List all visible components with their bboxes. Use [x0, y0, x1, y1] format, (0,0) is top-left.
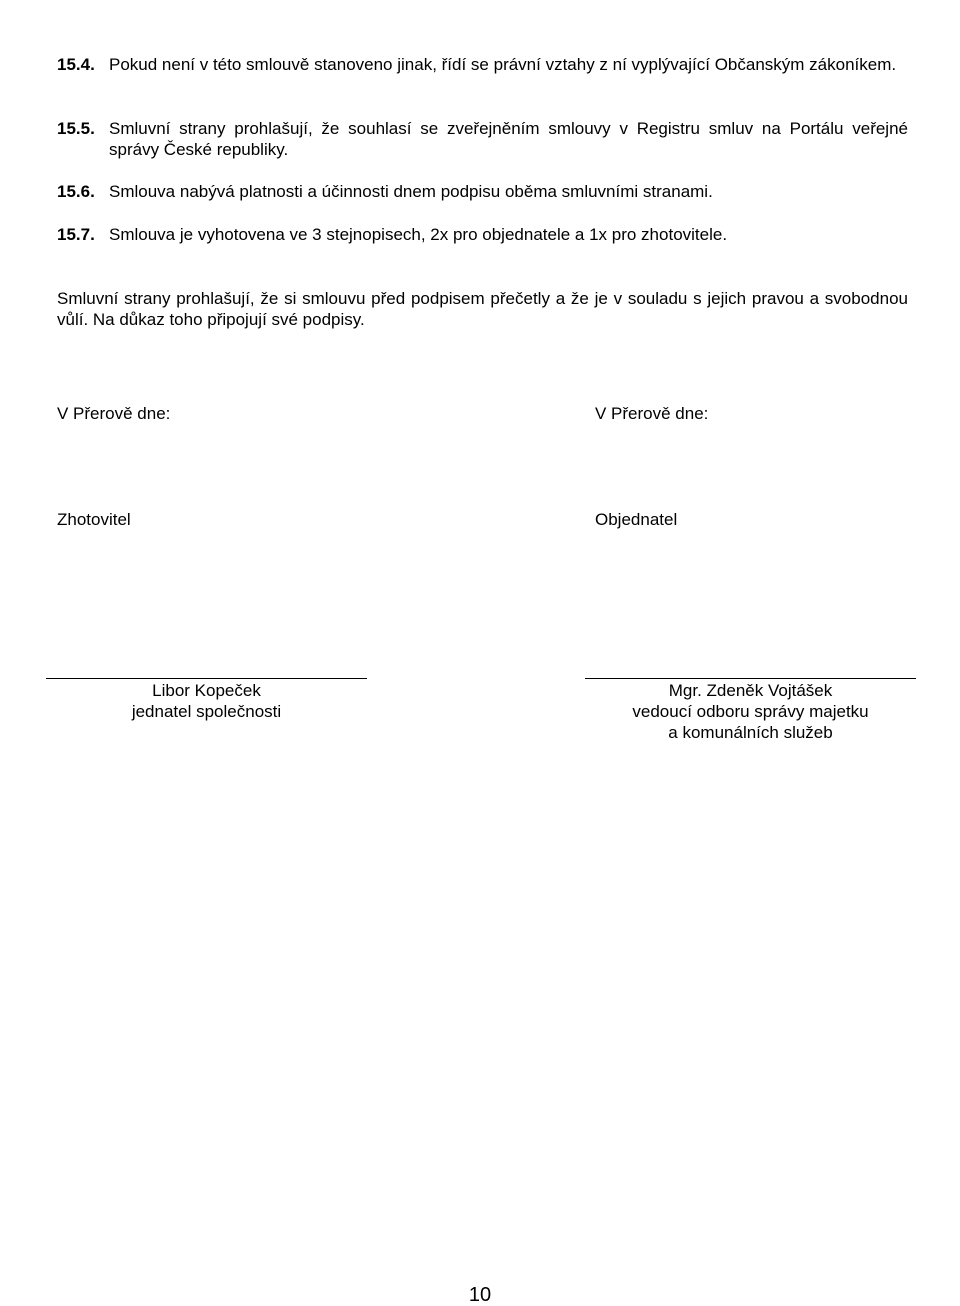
contractor-label: Zhotovitel [57, 510, 131, 529]
signatory-role: jednatel společnosti [131, 702, 282, 721]
clause-15-6 [57, 181, 908, 202]
page-number: 10 [468, 1284, 492, 1306]
clause-number: 15.6. [57, 182, 95, 201]
signatory-name: Libor Kopeček [152, 681, 261, 700]
clause-text: Pokud není v této smlouvě stanoveno jinak, řídí se právní vztahy z ní vyplývající Občanským zákoníkem. [109, 55, 897, 74]
right-signature-line [585, 678, 916, 679]
clause-15-4 [57, 54, 908, 75]
signatory-role: vedoucí odboru správy majetku [632, 702, 869, 721]
left-signatory [46, 680, 367, 722]
left-place-date-label: V Přerově dne: [57, 404, 171, 423]
right-signatory [585, 680, 916, 743]
clause-15-7 [57, 224, 908, 245]
clause-15-5 [57, 118, 908, 160]
left-signature-line [46, 678, 367, 679]
clause-number: 15.5. [57, 119, 95, 138]
clause-number: 15.4. [57, 55, 95, 74]
clause-text: Smluvní strany prohlašují, že souhlasí se zveřejněním smlouvy v Registru smluv na Portálu veřejné správy České republiky. [109, 119, 908, 159]
clause-text: Smlouva nabývá platnosti a účinnosti dnem podpisu oběma smluvními stranami. [109, 182, 713, 201]
clause-text: Smlouva je vyhotovena ve 3 stejnopisech, 2x pro objednatele a 1x pro zhotovitele. [109, 225, 728, 244]
right-place-date-label: V Přerově dne: [595, 404, 709, 423]
clause-number: 15.7. [57, 225, 95, 244]
signatory-name: Mgr. Zdeněk Vojtášek [668, 681, 833, 700]
client-label: Objednatel [595, 510, 678, 529]
signatory-role-cont: a komunálních služeb [668, 723, 833, 742]
closing-statement: Smluvní strany prohlašují, že si smlouvu před podpisem přečetly a že je v souladu s jejich pravou a svobodnou vůlí. Na důkaz toho připojují své podpisy. [57, 289, 908, 329]
